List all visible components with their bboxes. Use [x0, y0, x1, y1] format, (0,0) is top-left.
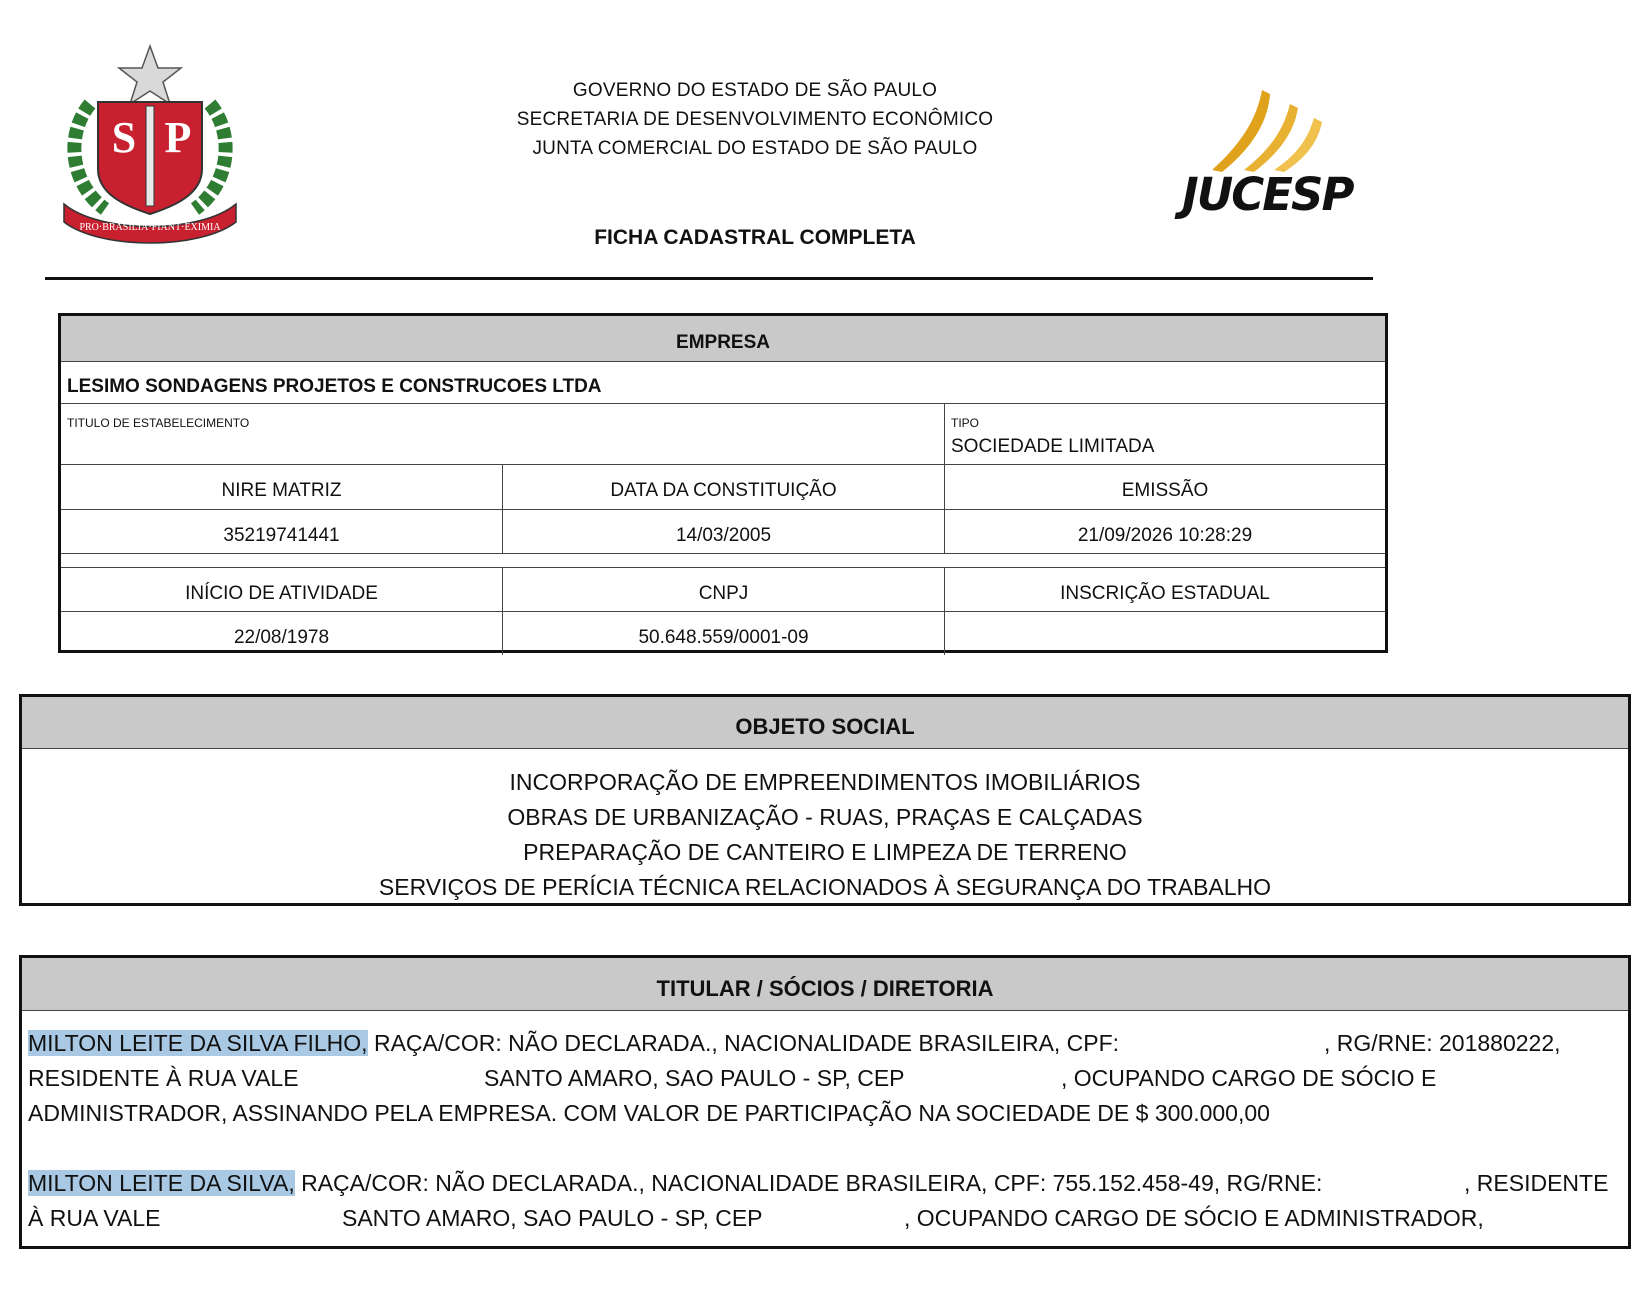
socio-line [28, 1166, 1622, 1201]
socio-name: MILTON LEITE DA SILVA FILHO, [28, 1030, 368, 1056]
cnpj-value: 50.648.559/0001-09 [503, 612, 945, 655]
titular-header: TITULAR / SÓCIOS / DIRETORIA [22, 958, 1628, 1011]
row-spacer [61, 554, 1385, 568]
empresa-header: EMPRESA [61, 316, 1385, 362]
titular-section [19, 955, 1631, 1249]
nire-header: NIRE MATRIZ [61, 465, 503, 509]
row1-values [61, 510, 1385, 554]
socio-entry [22, 1166, 1628, 1236]
socio-text: RESIDENTE À RUA VALE [28, 1065, 299, 1091]
socio-text: SANTO AMARO, SAO PAULO - SP, CEP [484, 1065, 905, 1091]
gov-line-1: GOVERNO DO ESTADO DE SÃO PAULO [572, 80, 938, 101]
seal-letter-p: P [164, 113, 192, 162]
objeto-item: OBRAS DE URBANIZAÇÃO - RUAS, PRAÇAS E CALÇADAS [507, 804, 1143, 830]
tipo-value: SOCIEDADE LIMITADA [951, 436, 1155, 457]
objeto-social-list [22, 749, 1628, 905]
objeto-item: INCORPORAÇÃO DE EMPREENDIMENTOS IMOBILIÁRIOS [509, 769, 1141, 795]
row1-headers [61, 465, 1385, 510]
socio-line [28, 1026, 1622, 1061]
socio-text: , OCUPANDO CARGO DE SÓCIO E [1061, 1065, 1437, 1091]
socio-name: MILTON LEITE DA SILVA, [28, 1170, 295, 1196]
socio-text: RAÇA/COR: NÃO DECLARADA., NACIONALIDADE BRASILEIRA, CPF: 755.152.458-49, RG/RNE: [294, 1170, 1323, 1196]
jucesp-logo-text: JUCESP [1182, 168, 1353, 221]
cnpj-header: CNPJ [503, 568, 945, 611]
socio-text: ADMINISTRADOR, ASSINANDO PELA EMPRESA. COM VALOR DE PARTICIPAÇÃO NA SOCIEDADE DE $ 300.000,00 [28, 1100, 1270, 1126]
row2-values [61, 612, 1385, 655]
socio-entry [22, 1026, 1628, 1131]
sao-paulo-state-seal [60, 44, 240, 244]
emissao-value: 21/09/2026 10:28:29 [1077, 525, 1253, 546]
objeto-item: PREPARAÇÃO DE CANTEIRO E LIMPEZA DE TERRENO [523, 839, 1127, 865]
socio-text: , RESIDENTE [1464, 1170, 1609, 1196]
data-constituicao-header: DATA DA CONSTITUIÇÃO [503, 465, 945, 509]
emissao-header: EMISSÃO [1121, 480, 1209, 501]
inscricao-estadual-header: INSCRIÇÃO ESTADUAL [1060, 583, 1270, 604]
titulo-label: TITULO DE ESTABELECIMENTO [67, 416, 250, 430]
inicio-atividade-value: 22/08/1978 [61, 612, 503, 655]
socio-text: , RG/RNE: 201880222, [1324, 1030, 1561, 1056]
header-divider [45, 277, 1373, 280]
objeto-social-section [19, 694, 1631, 906]
socio-text: , OCUPANDO CARGO DE SÓCIO E ADMINISTRADOR, [904, 1205, 1484, 1231]
socio-line [28, 1061, 1622, 1096]
seal-motto: PRO·BRASILIA·FIANT·EXIMIA [79, 222, 221, 233]
gov-line-3: JUNTA COMERCIAL DO ESTADO DE SÃO PAULO [532, 138, 978, 159]
inicio-atividade-header: INÍCIO DE ATIVIDADE [61, 568, 503, 611]
seal-letter-s: S [111, 113, 137, 162]
company-name: LESIMO SONDAGENS PROJETOS E CONSTRUCOES LTDA [61, 362, 1385, 404]
socio-line [28, 1096, 1622, 1131]
objeto-item: SERVIÇOS DE PERÍCIA TÉCNICA RELACIONADOS À SEGURANÇA DO TRABALHO [378, 874, 1272, 900]
nire-value: 35219741441 [61, 510, 503, 553]
socio-text: SANTO AMARO, SAO PAULO - SP, CEP [342, 1205, 763, 1231]
government-header [470, 76, 1040, 163]
socio-text: RAÇA/COR: NÃO DECLARADA., NACIONALIDADE BRASILEIRA, CPF: [367, 1030, 1120, 1056]
socio-text: À RUA VALE [28, 1205, 161, 1231]
empresa-section [58, 313, 1388, 653]
titulo-cell [61, 404, 945, 464]
socio-line [28, 1201, 1622, 1236]
page-title: FICHA CADASTRAL COMPLETA [594, 226, 916, 249]
gov-line-2: SECRETARIA DE DESENVOLVIMENTO ECONÔMICO [516, 109, 994, 130]
tipo-cell [945, 404, 1385, 464]
tipo-label: TIPO [951, 416, 980, 430]
row2-headers [61, 568, 1385, 612]
data-constituicao-value: 14/03/2005 [503, 510, 945, 553]
titulo-tipo-row [61, 404, 1385, 465]
inscricao-estadual-value [945, 612, 1385, 655]
objeto-social-header: OBJETO SOCIAL [22, 697, 1628, 749]
